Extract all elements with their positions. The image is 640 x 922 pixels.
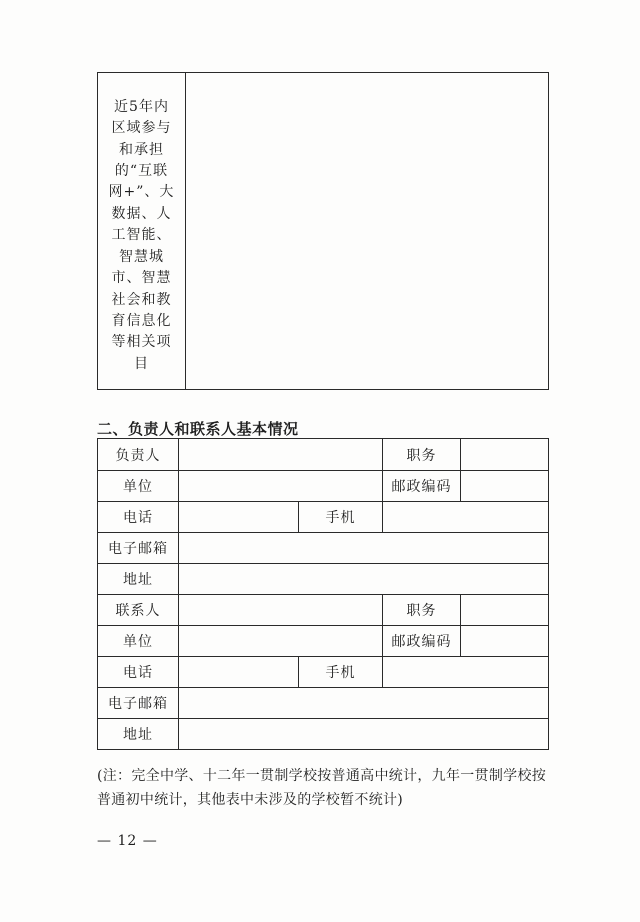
field-value-cell[interactable] — [178, 564, 550, 594]
projects-label: 近5年内区域参与和承担的“互联网+”、大数据、人工智能、智慧城市、智慧社会和教育信息化等相关项目 — [108, 98, 175, 372]
field-value-cell-secondary[interactable] — [460, 439, 550, 470]
footnote: (注：完全中学、十二年一贯制学校按普通高中统计，九年一贯制学校按普通初中统计，其他表中未涉及的学校暂不统计) — [97, 768, 547, 808]
field-label-secondary: 手机 — [298, 502, 382, 532]
field-label-secondary: 邮政编码 — [382, 626, 460, 656]
contact-row-address — [98, 563, 548, 594]
field-value-cell[interactable] — [178, 719, 550, 749]
contact-info-table — [97, 438, 549, 750]
field-value-cell-secondary[interactable] — [460, 626, 550, 656]
projects-table — [97, 72, 549, 390]
field-label: 地址 — [123, 727, 153, 743]
contact-row-address — [98, 718, 548, 749]
field-label: 电话 — [123, 665, 153, 681]
field-label-secondary: 职务 — [382, 595, 460, 625]
field-label: 负责人 — [115, 447, 161, 464]
field-label-secondary: 手机 — [298, 657, 382, 687]
field-value-cell[interactable] — [178, 471, 382, 501]
contact-row-email — [98, 532, 548, 563]
field-label-secondary: 职务 — [382, 439, 460, 470]
field-value-cell[interactable] — [178, 502, 298, 532]
field-value-cell-secondary[interactable] — [460, 471, 550, 501]
contact-row-phone — [98, 501, 548, 532]
field-label: 电话 — [123, 510, 153, 526]
field-value-cell[interactable] — [178, 626, 382, 656]
field-label: 单位 — [123, 634, 153, 650]
field-label: 地址 — [123, 572, 153, 588]
field-label-secondary: 邮政编码 — [382, 471, 460, 501]
field-value-cell[interactable] — [178, 595, 382, 625]
section-heading: 二、负责人和联系人基本情况 — [97, 420, 299, 438]
field-value-cell-secondary[interactable] — [460, 595, 550, 625]
field-value-cell[interactable] — [178, 688, 550, 718]
contact-row-name — [98, 594, 548, 625]
contact-row-unit — [98, 625, 548, 656]
field-label: 联系人 — [115, 603, 161, 619]
projects-content-cell[interactable] — [186, 73, 548, 389]
field-label: 电子邮箱 — [108, 696, 168, 712]
field-value-cell[interactable] — [178, 439, 382, 470]
field-value-cell-secondary[interactable] — [382, 657, 550, 687]
contact-row-phone — [98, 656, 548, 687]
field-value-cell-secondary[interactable] — [382, 502, 550, 532]
contact-row-email — [98, 687, 548, 718]
projects-label-cell — [98, 73, 186, 389]
field-value-cell[interactable] — [178, 533, 550, 563]
field-value-cell[interactable] — [178, 657, 298, 687]
field-label: 单位 — [123, 479, 153, 495]
page-number: — 12 — — [97, 833, 158, 849]
field-label: 电子邮箱 — [108, 541, 168, 557]
contact-row-unit — [98, 470, 548, 501]
contact-row-name — [98, 439, 548, 470]
